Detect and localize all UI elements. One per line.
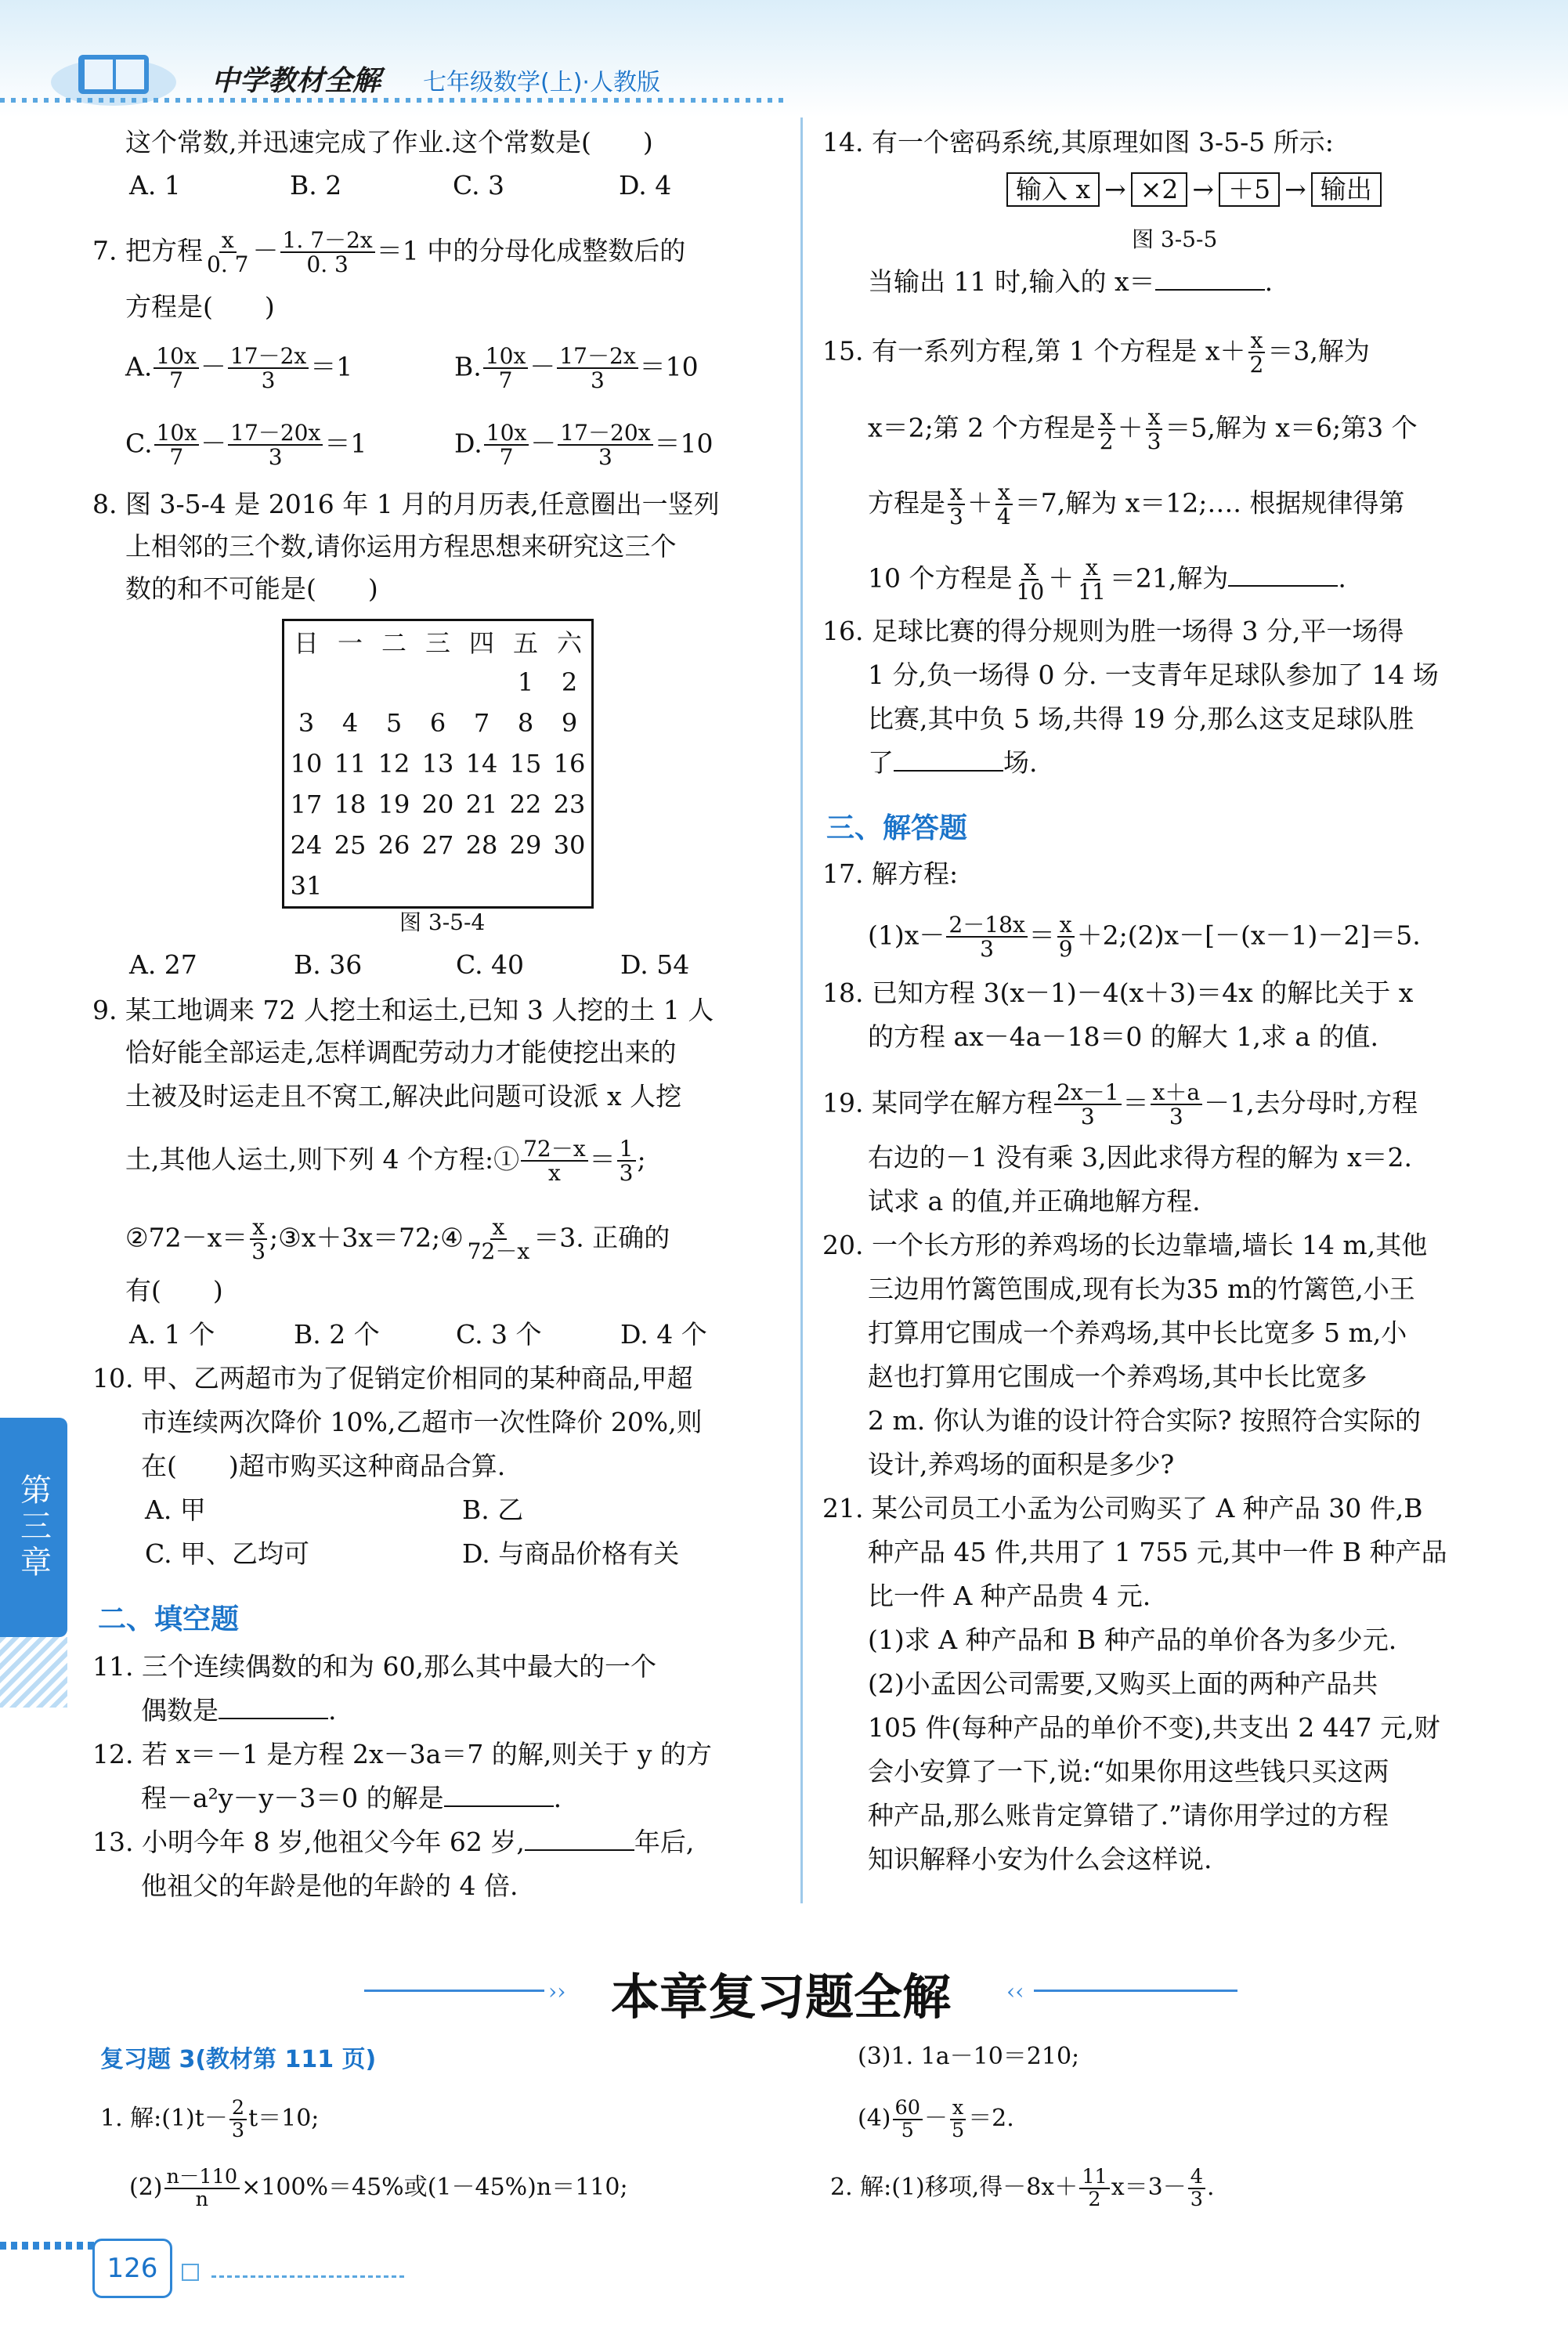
q10-option-a: A. 甲 [145,1494,206,1525]
chapter-side-tab: 第三章 [0,1418,67,1637]
q21-line6: 105 件(每种产品的单价不变),共支出 2 447 元,财 [868,1712,1440,1743]
flow-times2-box: ×2 [1131,172,1188,207]
q7-fraction-1: $\frac{x}{0. 7}$ [206,227,249,278]
q21-line2: 种产品 45 件,共用了 1 755 元,其中一件 B 种产品 [868,1537,1447,1567]
calendar-table: 日 一 二 三 四 五 六 1 2 3 4 5 6 7 8 9 10 11 12 13 14 15 16 17 18 19 20 21 22 23 24 25 26 27 28 29 30 31 [282,619,594,909]
section-fill-blank: 二、填空题 [98,1603,240,1635]
flow-diagram [1006,172,1382,207]
column-divider [800,117,803,1903]
q7-line1: 7. 把方程 $\frac{x}{0. 7}$ － $\frac{1. 7-2x}{0. 3}$ ＝1 中的分母化成整数后的 [92,227,686,278]
q21-line5: (2)小孟因公司需要,又购买上面的两种产品共 [868,1668,1378,1699]
header-subtitle: 七年级数学(上)·人教版 [423,69,660,96]
q6-option-c: C. 3 [453,170,505,201]
q12-line1: 12. 若 x＝－1 是方程 2x－3a＝7 的解,则关于 y 的方 [92,1739,712,1769]
q7-option-c: C. $\frac{10x}{7}$ － $\frac{17-20x}{3}$ ＝1 [125,420,367,471]
review-label: 复习题 3(教材第 111 页) [100,2046,377,2073]
q14-line1: 14. 有一个密码系统,其原理如图 3-5-5 所示: [822,127,1334,157]
header-title: 中学教材全解 [211,65,381,97]
q18-line2: 的方程 ax－4a－18＝0 的解大 1,求 a 的值. [868,1021,1379,1052]
q7-prefix: 7. 把方程 [92,235,203,266]
q6-option-a: A. 1 [129,170,181,201]
chevron-right-icon: ›› [548,1979,566,2004]
q20-line2: 三边用竹篱笆围成,现有长为35 m的竹篱笆,小王 [868,1274,1415,1304]
q9-option-b: B. 2 个 [294,1319,380,1350]
q20-line1: 20. 一个长方形的养鸡场的长边靠墙,墙长 14 m,其他 [822,1230,1428,1260]
q21-line7: 会小安算了一下,说:“如果你用这些钱只买这两 [868,1756,1389,1787]
q9-line1: 9. 某工地调来 72 人挖土和运土,已知 3 人挖的土 1 人 [92,995,714,1025]
q10-line3: 在( )超市购买这种商品合算. [141,1451,506,1481]
q8-option-b: B. 36 [294,949,363,980]
q9-line2: 恰好能全部运走,怎样调配劳动力才能使挖出来的 [125,1037,677,1068]
q13-line1: 13. 小明今年 8 岁,他祖父今年 62 岁, 年后, [92,1827,695,1857]
q19-line1: 19. 某同学在解方程 $\frac{2x-1}{3}$ ＝ $\frac{x+a}{3}$ －1,去分母时,方程 [822,1079,1418,1130]
flow-input-box: 输入 x [1006,172,1100,207]
footer-square-icon [182,2264,199,2281]
q9-option-d: D. 4 个 [620,1319,707,1350]
q15-blank[interactable] [1228,563,1338,587]
q19-line3: 试求 a 的值,并正确地解方程. [868,1186,1201,1216]
q13-blank[interactable] [525,1827,634,1851]
q9-line4: 土,其他人运土,则下列 4 个方程:① $\frac{72-x}{x}$ ＝ $\frac{1}{3}$ ; [125,1136,646,1187]
figure-3-5-5-caption: 图 3-5-5 [1132,226,1218,252]
q12-line2: 程－a²y－y－3＝0 的解是 . [141,1783,562,1813]
header-dotted-line [0,98,783,103]
q10-option-b: B. 乙 [462,1494,524,1525]
q9-line6: 有( ) [125,1275,223,1306]
q16-line3: 比赛,其中负 5 场,共得 19 分,那么这支足球队胜 [868,703,1414,734]
q8-option-c: C. 40 [456,949,525,980]
q21-line1: 21. 某公司员工小孟为公司购买了 A 种产品 30 件,B [822,1493,1423,1523]
q21-line9: 知识解释小安为什么会这样说. [868,1844,1212,1874]
q14-line2: 当输出 11 时,输入的 x＝ . [868,266,1274,297]
q21-line3: 比一件 A 种产品贵 4 元. [868,1581,1151,1611]
q19-line2: 右边的－1 没有乘 3,因此求得方程的解为 x＝2. [868,1142,1413,1173]
q15-line1: 15. 有一系列方程,第 1 个方程是 x＋ $\frac{x}{2}$ ＝3,解为 [822,327,1370,378]
q7-suffix: ＝1 中的分母化成整数后的 [376,235,686,266]
q10-line2: 市连续两次降价 10%,乙超市一次性降价 20%,则 [141,1407,703,1437]
q8-option-a: A. 27 [129,949,197,980]
q7-option-b: B. $\frac{10x}{7}$ － $\frac{17-2x}{3}$ ＝10 [454,343,699,394]
q9-option-c: C. 3 个 [456,1319,542,1350]
q8-line1: 8. 图 3-5-4 是 2016 年 1 月的月历表,任意圈出一竖列 [92,489,720,519]
q15-line2: x＝2;第 2 个方程是 $\frac{x}{2}$ ＋ $\frac{x}{3}$ ＝5,解为 x＝6;第3 个 [868,404,1418,455]
flow-output-box: 输出 [1311,172,1382,207]
q11-blank[interactable] [219,1696,328,1719]
page-number: 126 [92,2239,172,2298]
section-answer: 三、解答题 [826,812,968,844]
review-title-line-left [364,1990,544,1992]
q20-line5: 2 m. 你认为谁的设计符合实际? 按照符合实际的 [868,1405,1421,1436]
q21-line8: 种产品,那么账肯定算错了.”请你用学过的方程 [868,1800,1389,1831]
figure-3-5-4-caption: 图 3-5-4 [399,909,486,935]
q6-tail: 这个常数,并迅速完成了作业.这个常数是( ) [125,127,653,157]
q10-option-d: D. 与商品价格有关 [462,1538,680,1569]
q10-line1: 10. 甲、乙两超市为了促销定价相同的某种商品,甲超 [92,1363,693,1393]
q10-option-c: C. 甲、乙均可 [145,1538,310,1569]
q20-line4: 赵也打算用它围成一个养鸡场,其中长比宽多 [868,1361,1367,1392]
q15-line3: 方程是 $\frac{x}{3}$ ＋ $\frac{x}{4}$ ＝7,解为 x＝12;…. 根据规律得第 [868,479,1405,530]
q21-line4: (1)求 A 种产品和 B 种产品的单价各为多少元. [868,1625,1397,1655]
q8-option-d: D. 54 [620,949,690,980]
q18-line1: 18. 已知方程 3(x－1)－4(x＋3)＝4x 的解比关于 x [822,978,1414,1008]
answer-2: 2. 解:(1)移项,得－8x＋ $\frac{11}{2}$ x＝3－ $\frac{4}{3}$ . [830,2165,1215,2211]
q9-option-a: A. 1 个 [129,1319,215,1350]
q20-line3: 打算用它围成一个养鸡场,其中长比宽多 5 m,小 [868,1317,1407,1348]
arrow-right-icon: → [1104,174,1126,204]
q6-option-d: D. 4 [619,170,672,201]
answer-1-3: (3)1. 1a－10＝210; [858,2043,1080,2070]
answer-1-4: (4) $\frac{60}{5}$ － $\frac{x}{5}$ ＝2. [858,2096,1014,2142]
q16-line1: 16. 足球比赛的得分规则为胜一场得 3 分,平一场得 [822,616,1404,646]
q15-line4: 10 个方程是 $\frac{x}{10}$ ＋ $\frac{x}{11}$ ＝21,解为 . [868,555,1346,605]
q9-line5: ②72－x＝ $\frac{x}{3}$ ;③x＋3x＝72;④ $\frac{x}{72-x}$ ＝3. 正确的 [125,1214,670,1265]
q7-fraction-2: $\frac{1. 7-2x}{0. 3}$ [280,229,375,276]
answer-1-2: (2) $\frac{n-110}{n}$ ×100%＝45%或(1－45%)n＝110; [129,2165,628,2211]
q6-option-b: B. 2 [290,170,342,201]
q16-blank[interactable] [894,748,1003,772]
arrow-right-icon: → [1284,174,1306,204]
q16-line2: 1 分,负一场得 0 分. 一支青年足球队参加了 14 场 [868,660,1439,690]
footer-dotted-line [211,2275,407,2278]
q20-line6: 设计,养鸡场的面积是多少? [868,1449,1175,1480]
q12-blank[interactable] [444,1784,554,1807]
footer-dots [0,2242,94,2250]
q11-line1: 11. 三个连续偶数的和为 60,那么其中最大的一个 [92,1651,656,1682]
review-title-line-right [1034,1990,1237,1992]
q14-blank[interactable] [1155,267,1265,291]
review-title: 本章复习题全解 [611,1968,952,2026]
flow-plus5-box: ＋5 [1219,172,1280,207]
q17-line2: (1)x－ $\frac{2-18x}{3}$ ＝ $\frac{x}{9}$ ＋2;(2)x－[－(x－1)－2]＝5. [868,912,1421,963]
q9-line3: 土被及时运走且不窝工,解决此问题可设派 x 人挖 [125,1081,682,1111]
arrow-right-icon: → [1192,174,1215,204]
q8-line2: 上相邻的三个数,请你运用方程思想来研究这三个 [125,531,677,562]
q16-line4: 了 场. [868,747,1038,778]
q7-line2: 方程是( ) [125,291,275,322]
chevron-left-icon: ‹‹ [1006,1979,1024,2004]
q7-option-a: A. $\frac{10x}{7}$ － $\frac{17-2x}{3}$ ＝1 [125,343,353,394]
q17-line1: 17. 解方程: [822,858,959,889]
q7-option-d: D. $\frac{10x}{7}$ － $\frac{17-20x}{3}$ ＝10 [454,420,714,471]
q13-line2: 他祖父的年龄是他的年龄的 4 倍. [141,1870,518,1901]
answer-1-1: 1. 解:(1)t－ $\frac{2}{3}$ t＝10; [100,2096,320,2142]
side-tab-stripes [0,1637,67,1708]
q11-line2: 偶数是 . [141,1695,337,1726]
q8-line3: 数的和不可能是( ) [125,573,378,604]
